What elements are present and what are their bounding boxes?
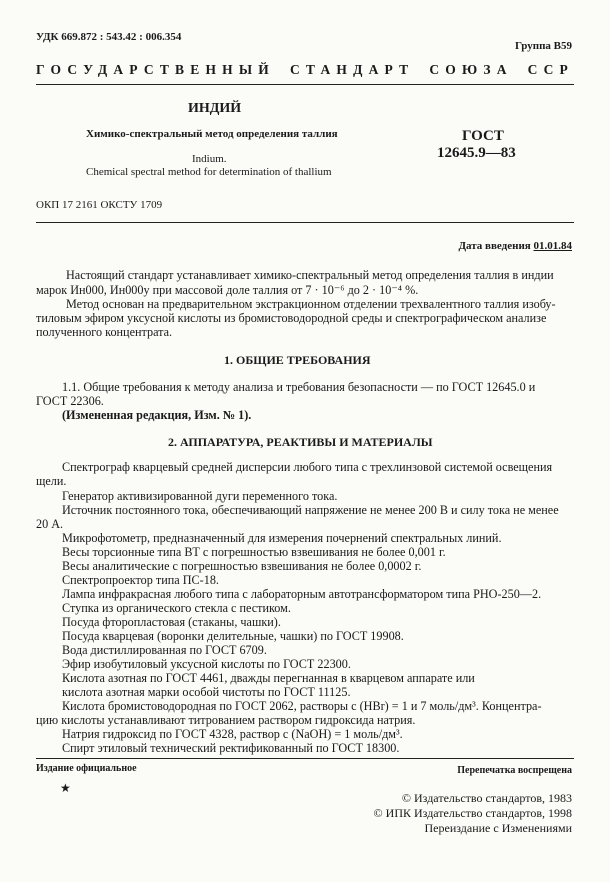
equipment-item: Кислота бромистоводородная по ГОСТ 2062, растворы c (HBr) = 1 и 7 моль/дм³. Концентра- xyxy=(62,699,542,713)
section1-amendment: (Измененная редакция, Изм. № 1). xyxy=(62,408,252,422)
section1-heading: 1. ОБЩИЕ ТРЕБОВАНИЯ xyxy=(224,353,371,367)
udk-code: УДК 669.872 : 543.42 : 006.354 xyxy=(36,31,182,43)
reissue-note: Переиздание с Изменениями xyxy=(424,821,572,835)
equipment-item: Весы аналитические с погрешностью взвешивания не более 0,0002 г. xyxy=(62,559,422,573)
section1-p-line2: ГОСТ 22306. xyxy=(36,394,104,408)
copyright-1998: © ИПК Издательство стандартов, 1998 xyxy=(373,806,572,820)
equipment-item: Натрия гидроксид по ГОСТ 4328, раствор c (NaOH) = 1 моль/дм³. xyxy=(62,727,403,741)
gost-label: ГОСТ xyxy=(462,128,504,144)
title-rule xyxy=(36,222,574,223)
gost-number: 12645.9—83 xyxy=(437,145,516,161)
intro-p1-line1: Настоящий стандарт устанавливает химико-спектральный метод определения таллия в индии xyxy=(66,268,554,282)
equipment-item: Генератор активизированной дуги переменного тока. xyxy=(62,489,338,503)
equipment-item: Спектрограф кварцевый средней дисперсии любого типа с трехлинзовой системой освещения xyxy=(62,460,553,474)
intro-date-label: Дата введения xyxy=(458,240,531,252)
equipment-item: Весы торсионные типа ВТ с погрешностью взвешивания не более 0,001 г. xyxy=(62,545,446,559)
intro-p2-line3: полученного концентрата. xyxy=(36,325,173,339)
state-standard-banner: ГОСУДАРСТВЕННЫЙ СТАНДАРТ СОЮЗА ССР xyxy=(36,62,574,77)
equipment-item: Кислота азотная по ГОСТ 4461, дважды перегнанная в кварцевом аппарате или xyxy=(62,671,475,685)
okp-code: ОКП 17 2161 ОКСТУ 1709 xyxy=(36,199,163,211)
equipment-item: цию кислоты устанавливают титрованием раствором гидроксида натрия. xyxy=(36,713,416,727)
equipment-item: Микрофотометр, предназначенный для измерения почернений спектральных линий. xyxy=(62,531,502,545)
section1-p-line1: 1.1. Общие требования к методу анализа и требования безопасности — по ГОСТ 12645.0 и xyxy=(62,380,536,394)
footer-rule xyxy=(36,758,574,759)
equipment-item: Спектропроектор типа ПС-18. xyxy=(62,573,219,587)
reprint-forbidden: Перепечатка воспрещена xyxy=(457,765,572,776)
document-subtitle: Химико-спектральный метод определения таллия xyxy=(86,128,338,140)
copyright-1983: © Издательство стандартов, 1983 xyxy=(401,791,572,805)
equipment-item: Лампа инфракрасная любого типа с лабораторным автотрансформатором типа РНО-250—2. xyxy=(62,587,542,601)
equipment-item: щели. xyxy=(36,474,67,488)
equipment-item: Ступка из органического стекла с пестиком. xyxy=(62,601,291,615)
equipment-item: Источник постоянного тока, обеспечивающий напряжение не менее 200 В и силу тока не менее xyxy=(62,503,559,517)
intro-p2-line1: Метод основан на предварительном экстракционном отделении трехвалентного таллия изобу- xyxy=(66,297,556,311)
document-title: ИНДИЙ xyxy=(188,101,242,116)
title-english: Indium. xyxy=(192,153,227,165)
equipment-item: кислота азотная марки особой чистоты по ГОСТ 11125. xyxy=(62,685,351,699)
section2-heading: 2. АППАРАТУРА, РЕАКТИВЫ И МАТЕРИАЛЫ xyxy=(168,435,433,449)
intro-p1-line2: марок Ин000, Ин000у при массовой доле таллия от 7 · 10⁻⁶ до 2 · 10⁻⁴ %. xyxy=(36,283,419,297)
intro-date-value: 01.01.84 xyxy=(533,240,572,252)
intro-date xyxy=(458,240,572,252)
equipment-item: Эфир изобутиловый уксусной кислоты по ГОСТ 22300. xyxy=(62,657,351,671)
subtitle-english: Chemical spectral method for determination of thallium xyxy=(86,166,332,178)
equipment-item: Спирт этиловый технический ректификованный по ГОСТ 18300. xyxy=(62,741,400,755)
equipment-item: Вода дистиллированная по ГОСТ 6709. xyxy=(62,643,267,657)
equipment-item: 20 А. xyxy=(36,517,64,531)
group-code: Группа В59 xyxy=(514,40,572,52)
equipment-item: Посуда кварцевая (воронки делительные, чашки) по ГОСТ 19908. xyxy=(62,629,404,643)
header-rule xyxy=(36,84,574,85)
equipment-item: Посуда фторопластовая (стаканы, чашки). xyxy=(62,615,281,629)
intro-p2-line2: тиловым эфиром уксусной кислоты из бромистоводородной среды и спектрографическом анализе xyxy=(36,311,547,325)
star-mark: ★ xyxy=(60,781,71,795)
official-edition: Издание официальное xyxy=(36,763,137,774)
